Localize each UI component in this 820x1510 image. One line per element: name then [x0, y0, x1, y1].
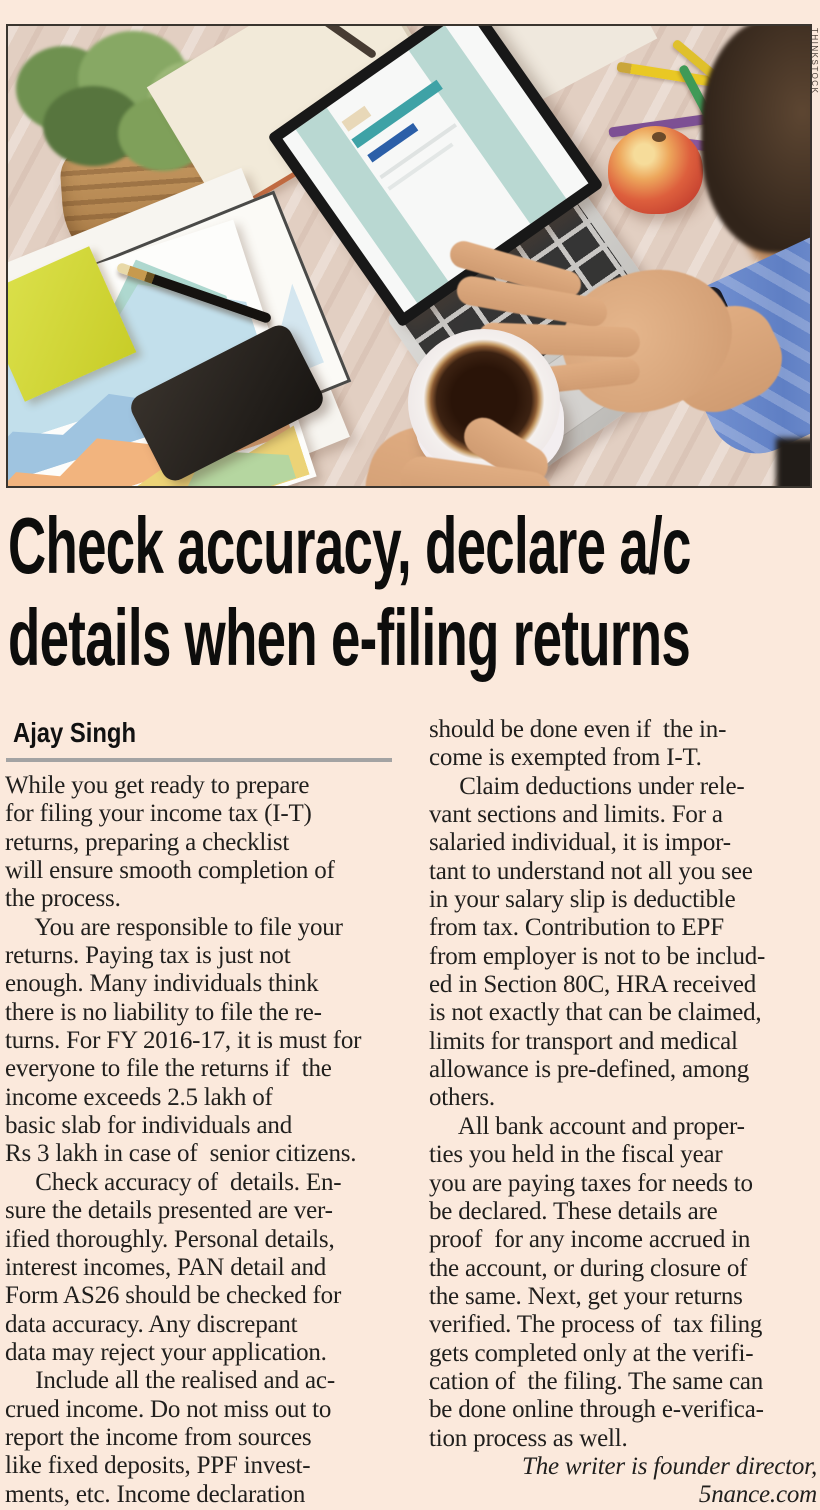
- text-line: should be done even if the in-: [429, 716, 727, 743]
- text-line: returns. Paying tax is just not: [5, 942, 291, 970]
- text-line: data may reject your application.: [5, 1338, 327, 1366]
- text-line: limits for transport and medical: [429, 1027, 738, 1055]
- text-line: others.: [429, 1084, 495, 1112]
- text-line: sure the details presented are ver-: [5, 1197, 333, 1225]
- text-line: in your salary slip is deductible: [429, 886, 736, 914]
- text-line: for filing your income tax (I-T): [5, 800, 312, 828]
- text-line: ed in Section 80C, HRA received: [429, 971, 757, 999]
- text-line: The writer is founder director,: [522, 1452, 817, 1480]
- text-line: the account, or during closure of: [429, 1254, 748, 1282]
- text-line: like fixed deposits, PPF invest-: [5, 1452, 311, 1480]
- text-line: enough. Many individuals think: [5, 970, 319, 998]
- person-head: [701, 24, 812, 253]
- text-line: interest incomes, PAN detail and: [5, 1253, 327, 1281]
- text-line: come is exempted from I-T.: [429, 744, 702, 772]
- photo-credit: THINKSTOCK: [810, 28, 819, 95]
- text-line: report the income from sources: [5, 1423, 312, 1451]
- text-line: 5nance.com: [698, 1481, 817, 1509]
- text-line: the process.: [5, 885, 121, 913]
- text-line: Rs 3 lakh in case of senior citizens.: [5, 1140, 357, 1168]
- article-column-2: [429, 716, 817, 1510]
- text-line: tion process as well.: [429, 1424, 628, 1452]
- text-line: tant to understand not all you see: [429, 857, 753, 885]
- text-line: be declared. These details are: [429, 1197, 718, 1225]
- text-line: verified. The process of tax filing: [429, 1311, 763, 1339]
- text-line: proof for any income accrued in: [429, 1226, 751, 1254]
- text-line: Claim deductions under rele-: [429, 772, 745, 800]
- article-photo: [6, 24, 812, 488]
- byline-author: Ajay Singh: [13, 717, 136, 748]
- text-line: While you get ready to prepare: [5, 772, 310, 799]
- text-line: cation of the filing. The same can: [429, 1367, 764, 1395]
- text-line: be done online through e-verifica-: [429, 1396, 764, 1424]
- text-line: Check accuracy of details. En-: [5, 1168, 342, 1196]
- text-line: basic slab for individuals and: [5, 1112, 292, 1140]
- text-line: everyone to file the returns if the: [5, 1055, 332, 1083]
- text-line: you are paying taxes for needs to: [429, 1169, 753, 1197]
- writer-credit: [429, 1453, 817, 1510]
- text-line: allowance is pre-defined, among: [429, 1056, 750, 1084]
- text-line: turns. For FY 2016-17, it is must for: [5, 1027, 362, 1055]
- byline-rule: [6, 758, 392, 762]
- text-line: ified thoroughly. Personal details,: [5, 1225, 335, 1253]
- text-line: from employer is not to be includ-: [429, 942, 766, 970]
- article-column-2-text: [429, 716, 817, 1453]
- text-line: the same. Next, get your returns: [429, 1282, 743, 1310]
- text-line: ties you held in the fiscal year: [429, 1141, 723, 1169]
- headline: [8, 500, 820, 684]
- text-line: Include all the realised and ac-: [5, 1367, 335, 1395]
- text-line: data accuracy. Any discrepant: [5, 1310, 298, 1338]
- text-line: Form AS26 should be checked for: [5, 1282, 342, 1310]
- text-line: You are responsible to file your: [5, 913, 343, 941]
- text-line: there is no liability to file the re-: [5, 998, 322, 1026]
- article-column-1: [5, 772, 415, 1509]
- text-line: crued income. Do not miss out to: [5, 1395, 332, 1423]
- apple: [608, 126, 703, 214]
- text-line: salaried individual, it is impor-: [429, 829, 731, 857]
- headline-line-1: Check accuracy, declare a/c: [8, 501, 691, 590]
- text-line: is not exactly that can be claimed,: [429, 999, 762, 1027]
- text-line: from tax. Contribution to EPF: [429, 914, 724, 942]
- shadow-corner: [776, 438, 812, 488]
- text-line: vant sections and limits. For a: [429, 801, 723, 829]
- text-line: ments, etc. Income declaration: [5, 1480, 306, 1508]
- headline-line-2: details when e-filing returns: [8, 593, 691, 682]
- text-line: gets completed only at the verifi-: [429, 1339, 754, 1367]
- apple-stem: [652, 132, 666, 142]
- text-line: returns, preparing a checklist: [5, 828, 290, 856]
- text-line: income exceeds 2.5 lakh of: [5, 1083, 273, 1111]
- text-line: All bank account and proper-: [429, 1112, 745, 1140]
- text-line: will ensure smooth completion of: [5, 857, 335, 885]
